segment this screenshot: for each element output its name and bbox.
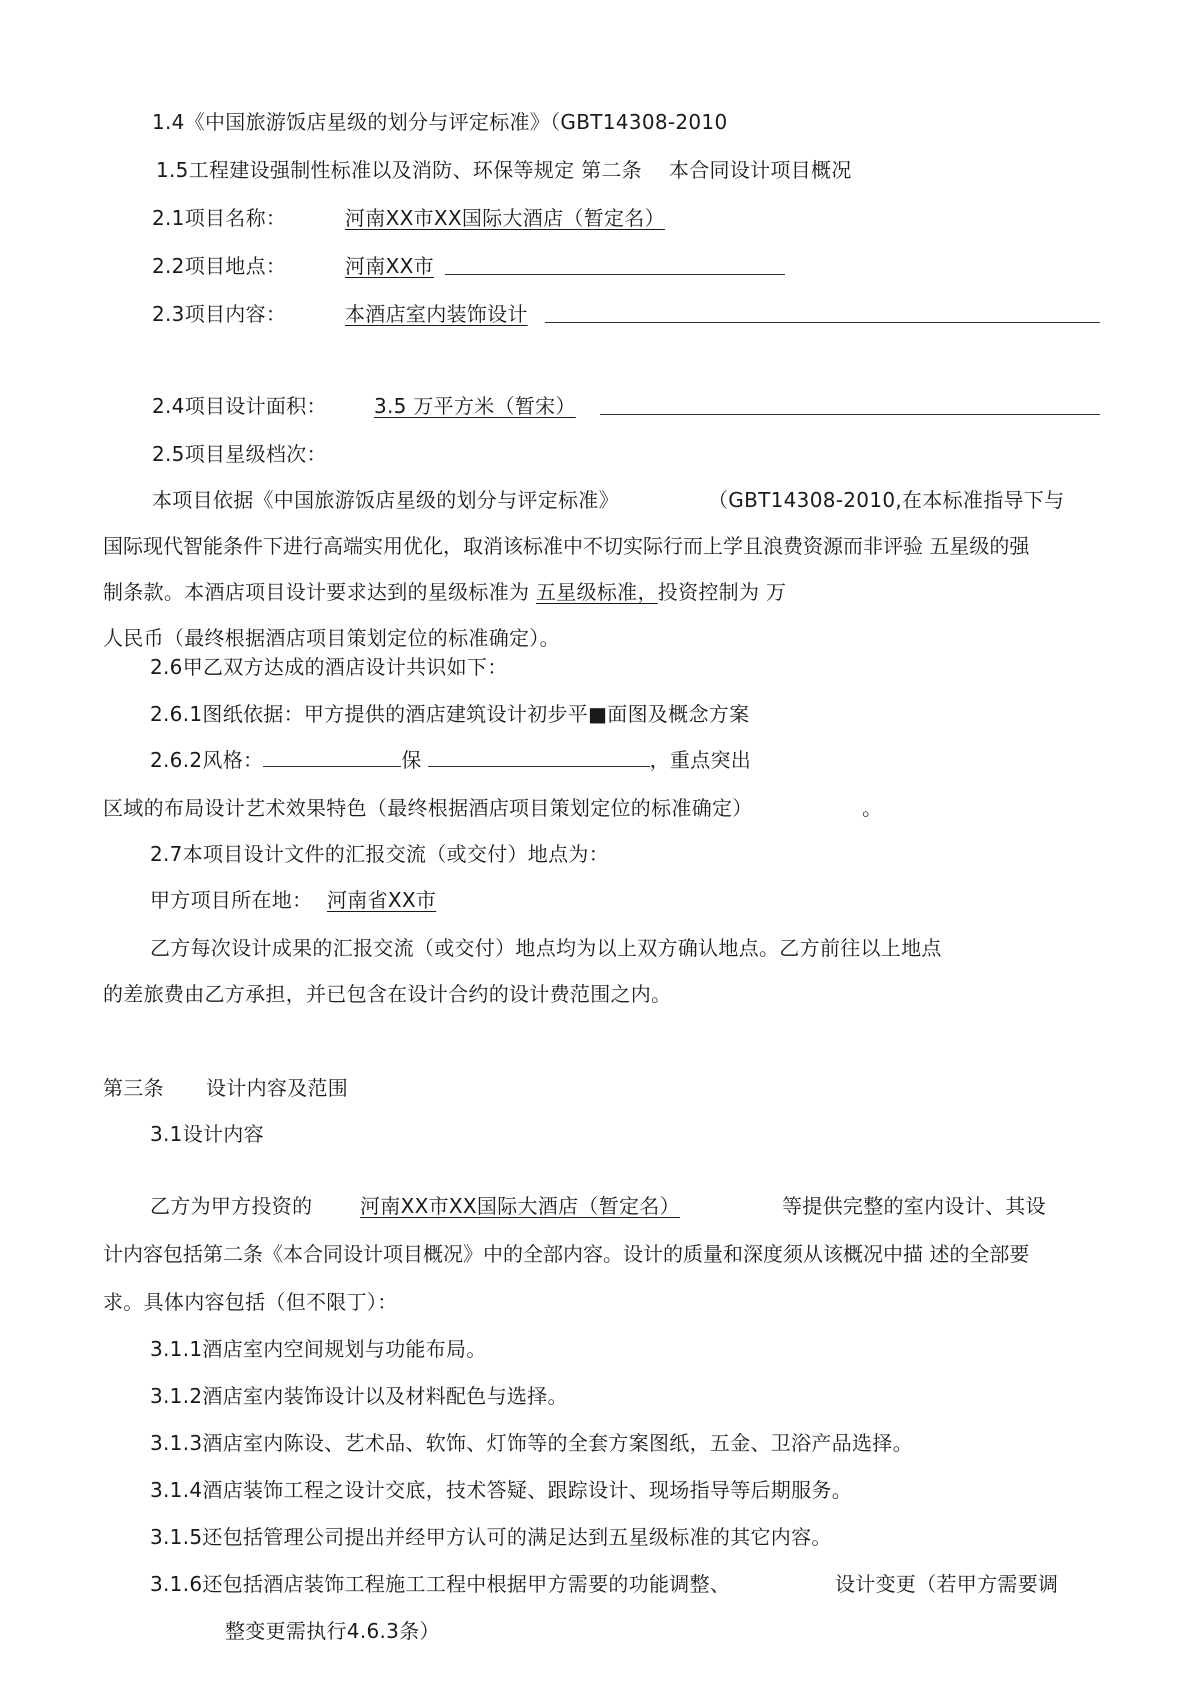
- item-2-6-2-mid: 保: [401, 748, 422, 772]
- item-2-2-value: 河南XX市: [345, 254, 434, 278]
- para3-line2: 计内容包括第二条《本合同设计项目概况》中的全部内容。设计的质量和深度须从该概况中描 述的全部要: [103, 1242, 1030, 1266]
- para3-line1b: 等提供完整的室内设计、其设: [782, 1194, 1046, 1218]
- item-3-1-3: 3.1.3酒店室内陈设、艺术品、软饰、灯饰等的全套方案图纸，五金、卫浴产品选择。: [150, 1431, 913, 1455]
- item-2-3-value: 本酒店室内装饰设计: [345, 302, 528, 326]
- para1-line2: 国际现代智能条件下进行高端实用优化，取消该标准中不切实际行而上学且浪费资源而非评验 五星级的强: [103, 534, 1030, 558]
- para1-line4: 人民币（最终根据酒店项目策划定位的标准确定）。: [103, 626, 560, 650]
- para2-line2: 的差旅费由乙方承担，并已包含在设计合约的设计费范围之内。: [103, 982, 672, 1006]
- item-2-6-2: [150, 746, 751, 774]
- item-2-7: 2.7本项目设计文件的汇报交流（或交付）地点为：: [150, 842, 610, 866]
- item-3-1-1: 3.1.1酒店室内空间规划与功能布局。: [150, 1337, 487, 1361]
- item-3-1-2: 3.1.2酒店室内装饰设计以及材料配色与选择。: [150, 1384, 568, 1408]
- item-2-6-2-label: 2.6.2风格：: [150, 748, 264, 772]
- item-2-6: 2.6甲乙双方达成的酒店设计共识如下：: [150, 655, 508, 679]
- item-2-1-value: 河南XX市XX国际大酒店（暂定名）: [345, 206, 665, 230]
- item-2-6-2-end: 。: [862, 796, 883, 820]
- para1-line1a: 本项目依据《中国旅游饭店星级的划分与评定标准》: [152, 488, 619, 512]
- item-2-2-label: 2.2项目地点：: [152, 254, 287, 278]
- blank-line: [263, 746, 401, 767]
- article-3-number: 第三条: [103, 1076, 164, 1100]
- blank-line: [545, 322, 1100, 323]
- item-3-1-6a: 3.1.6还包括酒店装饰工程施工工程中根据甲方需要的功能调整、: [150, 1572, 731, 1596]
- blank-line: [445, 274, 785, 275]
- hotel-name: 河南XX市XX国际大酒店（暂定名）: [360, 1194, 680, 1218]
- para1-line3: [103, 578, 786, 606]
- item-3-1: 3.1设计内容: [150, 1122, 264, 1146]
- item-2-4-label: 2.4项目设计面积：: [152, 394, 327, 418]
- item-3-1-5: 3.1.5还包括管理公司提出并经甲方认可的满足达到五星级标准的其它内容。: [150, 1525, 832, 1549]
- blank-line: [600, 414, 1100, 415]
- item-3-1-6c: 整变更需执行4.6.3条）: [225, 1619, 440, 1643]
- item-2-1-label: 2.1项目名称：: [152, 206, 287, 230]
- para2-line1: 乙方每次设计成果的汇报交流（或交付）地点均为以上双方确认地点。乙方前往以上地点: [150, 936, 942, 960]
- para3-line1a: 乙方为甲方投资的: [150, 1194, 313, 1218]
- article-3-title: 设计内容及范围: [206, 1076, 349, 1100]
- item-2-6-1: 2.6.1图纸依据：甲方提供的酒店建筑设计初步平■面图及概念方案: [150, 702, 750, 726]
- item-2-6-2-cont: 区域的布局设计艺术效果特色（最终根据酒店项目策划定位的标准确定）: [103, 796, 753, 820]
- para3-line3: 求。具体内容包括（但不限丁）：: [103, 1290, 398, 1314]
- blank-line: [428, 746, 650, 767]
- item-3-1-4: 3.1.4酒店装饰工程之设计交底，技术答疑、跟踪设计、现场指导等后期服务。: [150, 1478, 852, 1502]
- clause-1-5: 1.5工程建设强制性标准以及消防、环保等规定 第二条 本合同设计项目概况: [156, 158, 852, 182]
- item-2-5: 2.5项目星级档次：: [152, 442, 327, 466]
- location-label: 甲方项目所在地：: [150, 888, 313, 912]
- para1-line3b: 投资控制为 万: [657, 580, 787, 604]
- clause-1-4: 1.4《中国旅游饭店星级的划分与评定标准》（GBT14308-2010: [152, 110, 728, 134]
- item-2-6-2-tail: ，重点突出: [649, 748, 752, 772]
- para1-line1b: （GBT14308-2010,在本标准指导下与: [708, 488, 1065, 512]
- para1-line3a: 制条款。本酒店项目设计要求达到的星级标准为: [103, 580, 536, 604]
- location-value: 河南省XX市: [327, 888, 437, 912]
- five-star-standard: 五星级标准，: [535, 580, 658, 604]
- item-2-4-value: 3.5 万平方米（暂宋）: [374, 394, 576, 418]
- item-2-3-label: 2.3项目内容：: [152, 302, 287, 326]
- item-3-1-6b: 设计变更（若甲方需要调: [835, 1572, 1059, 1596]
